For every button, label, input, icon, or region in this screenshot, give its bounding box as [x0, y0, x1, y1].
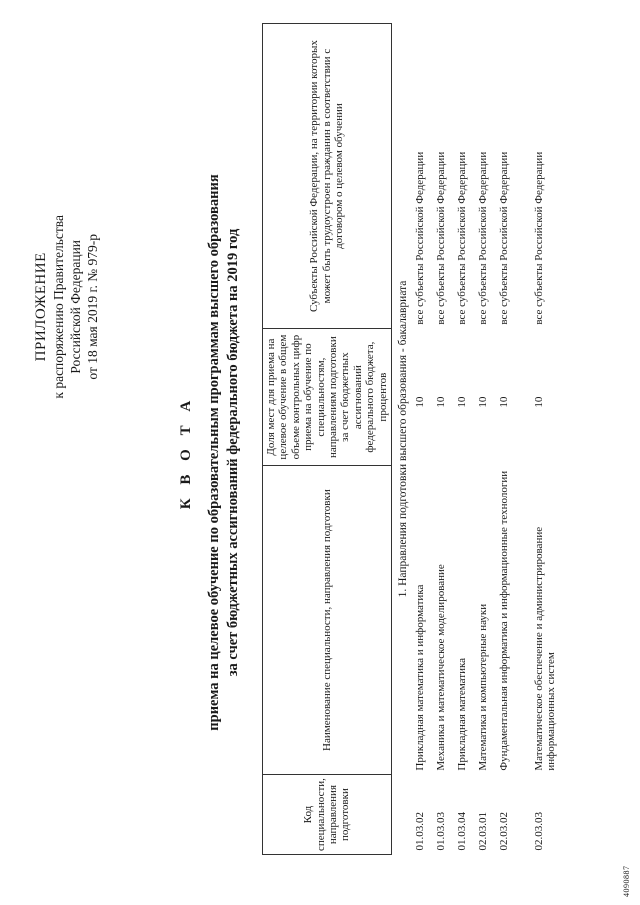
decree-line-3: от 18 мая 2019 г. № 979-р — [85, 233, 100, 380]
decree-line-1: к распоряжению Правительства — [51, 215, 66, 399]
section-title: 1. Направления подготовки высшего образования - бакалавриата — [396, 280, 409, 598]
row-regions: все субъекты Российской Федерации — [498, 151, 511, 325]
row-regions: все субъекты Российской Федерации — [477, 151, 490, 325]
row-name: Прикладная математика — [456, 657, 469, 771]
row-share: 10 — [456, 396, 469, 408]
decree-line-2: Российской Федерации — [68, 239, 83, 374]
document-title: К В О Т А — [178, 395, 194, 510]
row-name: Механика и математическое моделирование — [435, 564, 448, 771]
row-name: Фундаментальная информатика и информационные технологии — [498, 470, 511, 771]
table-row — [435, 24, 456, 855]
header-regions: Субъекты Российской Федерации, на территории которых может быть трудоустроен гражданин в соответствии с договором о целевом обучении — [263, 24, 392, 329]
section-row — [392, 24, 415, 855]
row-share: 10 — [498, 396, 511, 408]
row-share: 10 — [533, 396, 546, 408]
row-share: 10 — [435, 396, 448, 408]
table-row — [477, 24, 498, 855]
table-row — [456, 24, 477, 855]
appendix-label: ПРИЛОЖЕНИЕ — [33, 252, 49, 362]
row-code: 01.03.04 — [456, 812, 469, 851]
row-regions: все субъекты Российской Федерации — [456, 151, 469, 325]
row-code: 02.03.02 — [498, 812, 511, 851]
appendix-header — [33, 215, 101, 399]
row-regions: все субъекты Российской Федерации — [435, 151, 448, 325]
header-name: Наименование специальности, направления подготовки — [263, 466, 392, 775]
row-code: 01.03.03 — [435, 812, 448, 851]
row-code: 01.03.02 — [414, 812, 427, 851]
header-share: Доля мест для приема на целевое обучение в общем объеме контрольных цифр приема на обучение по специальностям, направлениям подготовки за счет бюджетных ассигнований федерального бюджета, процентов — [263, 329, 392, 466]
subtitle-line-1: приема на целевое обучение по образовательным программам высшего образования — [206, 174, 222, 731]
row-name: Прикладная математика и информатика — [414, 584, 427, 771]
row-name: Математическое обеспечение и администрирование информационных систем — [533, 526, 558, 771]
row-code: 02.03.01 — [477, 812, 490, 851]
subtitle-line-2: за счет бюджетных ассигнований федерального бюджета на 2019 год — [225, 228, 241, 677]
row-code: 02.03.03 — [533, 812, 546, 851]
document-number: 4090887 — [622, 865, 631, 897]
row-regions: все субъекты Российской Федерации — [533, 151, 546, 325]
table-row — [498, 24, 533, 855]
row-regions: все субъекты Российской Федерации — [414, 151, 427, 325]
table-header-row — [263, 24, 392, 855]
table-row — [533, 24, 568, 855]
header-code: Код специальности, направления подготовки — [263, 775, 392, 855]
row-name: Математика и компьютерные науки — [477, 603, 490, 771]
row-share: 10 — [414, 396, 427, 408]
quota-table — [262, 23, 568, 855]
document-subtitle — [205, 60, 243, 845]
row-share: 10 — [477, 396, 490, 408]
table-row — [414, 24, 435, 855]
